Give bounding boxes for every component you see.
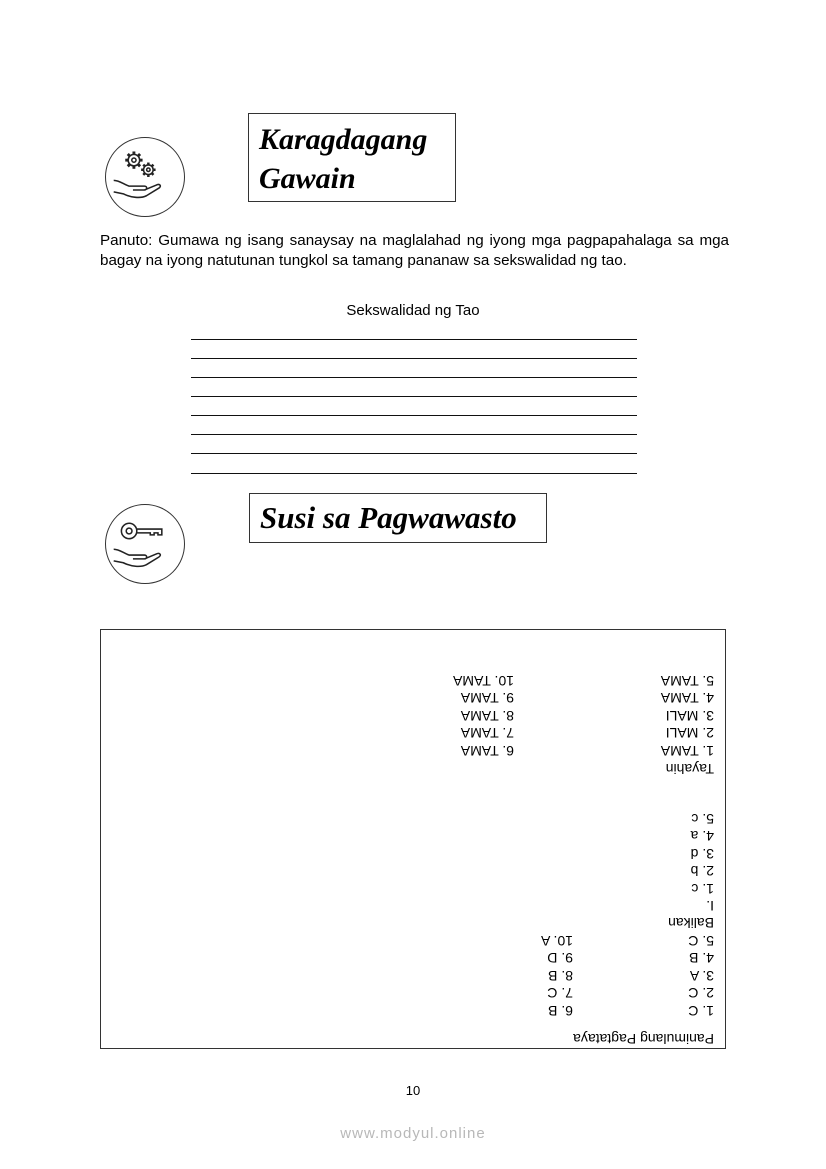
answer-item: 6. TAMA [460,743,514,759]
answer-item: 1. TAMA [660,743,714,759]
answer-item: 1. c [691,881,714,897]
title-line-1: Karagdagang [259,123,428,156]
answer-item: 8. B [548,968,573,984]
panimulang-col2 [541,932,573,1020]
answer-item: 7. C [547,985,573,1002]
watermark: www.modyul.online [340,1125,486,1142]
essay-line[interactable] [191,453,637,454]
essay-line[interactable] [191,396,637,397]
tayahin-col1 [661,672,714,760]
panimulang-col1 [688,932,714,1020]
tayahin-label: Tayahin [665,761,714,777]
answer-item: 2. b [690,863,714,880]
key-hand-icon [105,504,185,584]
balikan-list [691,810,714,898]
answer-item: 10. TAMA [453,673,514,689]
answer-item: 2. MALI [665,725,714,742]
panimulang-label: Panimulang Pagtataya [573,1031,714,1047]
answer-item: 4. B [689,950,714,967]
answer-item: 3. MALI [665,708,714,724]
gears-hand-icon [105,137,185,217]
answer-item: 4. TAMA [660,690,714,707]
balikan-sub: I. [706,898,714,914]
page-number: 10 [405,1083,421,1098]
section-title-susi [249,493,547,543]
answer-key-rotated [101,630,725,1048]
answer-item: 1. C [688,1003,714,1019]
answer-item: 6. B [548,1003,573,1019]
answer-item: 3. A [689,968,714,984]
answer-item: 7. TAMA [460,725,514,742]
title-line-2: Gawain [259,162,356,195]
balikan-label: Balikan [668,915,714,931]
answer-item: 5. c [691,811,714,827]
answer-item: 5. C [688,933,714,949]
essay-line[interactable] [191,358,637,359]
answer-key-box [100,629,726,1049]
answer-item: 8. TAMA [460,708,514,724]
essay-line[interactable] [191,339,637,340]
essay-line[interactable] [191,473,637,474]
instructions-text: Panuto: Gumawa ng isang sanaysay na maglalahad ng iyong mga pagpapahalaga sa mga bagay na iyong natutunan tungkol sa tamang pananaw sa sekswalidad ng tao. [100,232,729,269]
answer-item: 2. C [688,985,714,1002]
essay-line[interactable] [191,434,637,435]
answer-item: 9. TAMA [460,690,514,707]
essay-line[interactable] [191,377,637,378]
answer-item: 5. TAMA [660,673,714,689]
section-title-karagdagang-gawain [248,113,456,202]
essay-title: Sekswalidad ng Tao [346,302,480,319]
tayahin-col2 [453,672,514,760]
answer-item: 10. A [541,933,573,949]
answer-item: 4. a [690,828,714,845]
essay-line[interactable] [191,415,637,416]
susi-title-text: Susi sa Pagwawasto [260,500,517,535]
answer-item: 3. d [690,846,714,862]
answer-item: 9. D [547,950,573,967]
